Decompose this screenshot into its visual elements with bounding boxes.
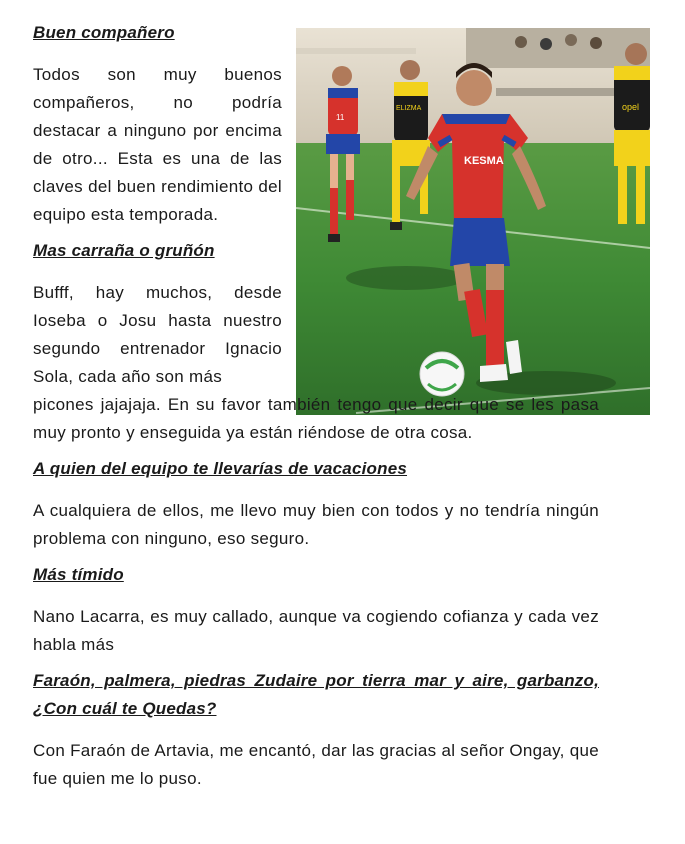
answer-text: A cualquiera de ellos, me llevo muy bien con todos y no tendría ningún problema con ninguno, eso seguro.: [33, 501, 599, 548]
answer-text: Nano Lacarra, es muy callado, aunque va cogiendo cofianza y cada vez habla más: [33, 607, 599, 654]
answer-text: Todos son muy buenos compañeros, no podría destacar a ninguno por encima de otro... Esta es una de las claves del buen rendimiento del equipo esta temporada.: [33, 65, 282, 224]
jersey-sponsor-main: KESMA: [464, 155, 504, 167]
question-heading: A quien del equipo te llevarías de vacaciones: [33, 459, 408, 478]
answer-text: Bufff, hay muchos, desde Ioseba o Josu hasta nuestro segundo entrenador Ignacio Sola, cada año son más: [33, 283, 282, 386]
jersey-sponsor-right: opel: [622, 102, 640, 112]
answer-text-continued: picones jajajaja. En su favor también tengo que decir que se les pasa muy pronto y enseguida ya están riéndose de otra cosa.: [33, 395, 599, 442]
jersey-sponsor-away: ELIZMA: [396, 105, 422, 112]
article-column: [33, 19, 599, 793]
question-heading: Mas carraña o gruñón: [33, 241, 215, 260]
answer-text: Con Faraón de Artavia, me encantó, dar las gracias al señor Ongay, que fue quien me lo puso.: [33, 741, 599, 788]
question-heading: Buen compañero: [33, 23, 175, 42]
question-heading: Más tímido: [33, 565, 124, 584]
jersey-number: 11: [336, 113, 345, 122]
question-heading: Faraón, palmera, piedras Zudaire por tierra mar y aire, garbanzo, ¿Con cuál te Quedas?: [33, 671, 599, 718]
